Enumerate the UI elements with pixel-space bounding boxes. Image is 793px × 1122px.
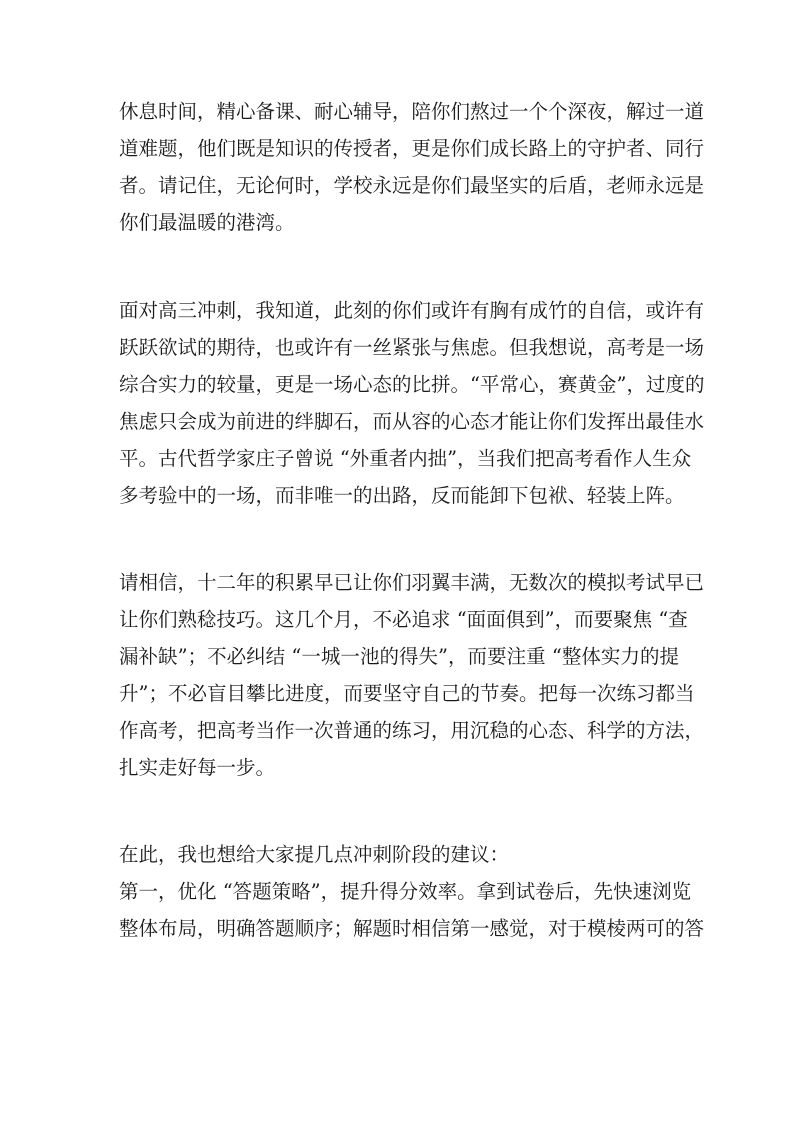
text-line: 让你们熟稔技巧。这几个月，不必追求 “面面俱到”，而要聚焦 “查 bbox=[119, 608, 688, 631]
text-line: 平。古代哲学家庄子曾说 “外重者内拙”，当我们把高考看作人生众 bbox=[119, 447, 692, 470]
text-line: 焦虑只会成为前进的绊脚石，而从容的心态才能让你们发挥出最佳水 bbox=[119, 410, 705, 433]
text-line: 漏补缺”；不必纠结 “一城一池的得失”，而要注重 “整体实力的提 bbox=[119, 645, 679, 668]
text-line: 道难题，他们既是知识的传授者，更是你们成长路上的守护者、同行 bbox=[119, 137, 705, 160]
text-line: 综合实力的较量，更是一场心态的比拼。“平常心，赛黄金”，过度的 bbox=[119, 373, 705, 396]
text-line: 第一，优化 “答题策略”，提升得分效率。拿到试卷后，先快速浏览 bbox=[119, 880, 692, 903]
text-line: 你们最温暖的港湾。 bbox=[119, 211, 295, 234]
text-line bbox=[119, 950, 679, 982]
text-line: 在此，我也想给大家提几点冲刺阶段的建议： bbox=[119, 843, 510, 866]
text-line: 跃跃欲试的期待，也或许有一丝紧张与焦虑。但我想说，高考是一场 bbox=[119, 336, 705, 359]
text-line: 者。请记住，无论何时，学校永远是你们最坚实的后盾，老师永远是 bbox=[119, 174, 705, 197]
text-line: 作高考，把高考当作一次普通的练习，用沉稳的心态、科学的方法， bbox=[119, 719, 705, 742]
text-line: 整体布局，明确答题顺序；解题时相信第一感觉，对于模棱两可的答 bbox=[119, 917, 705, 940]
text-line: 多考验中的一场，而非唯一的出路，反而能卸下包袱、轻装上阵。 bbox=[119, 484, 685, 507]
text-line: 扎实走好每一步。 bbox=[119, 756, 276, 779]
text-line: 面对高三冲刺，我知道，此刻的你们或许有胸有成竹的自信，或许有 bbox=[119, 299, 705, 322]
text-line: 休息时间，精心备课、耐心辅导，陪你们熬过一个个深夜，解过一道 bbox=[119, 100, 705, 123]
text-line: 请相信，十二年的积累早已让你们羽翼丰满，无数次的模拟考试早已 bbox=[119, 571, 705, 594]
text-line: 升”；不必盲目攀比进度，而要坚守自己的节奏。把每一次练习都当 bbox=[119, 682, 695, 705]
